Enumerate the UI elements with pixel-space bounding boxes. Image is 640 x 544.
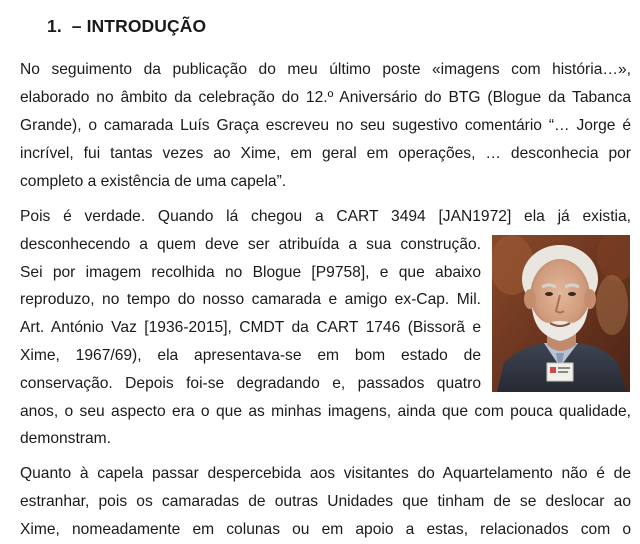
paragraph-1-line-3: Grande), o camarada Luís Graça escreveu no seu sugestivo comentário “… Jorge é	[20, 117, 631, 134]
paragraph-2-line-2: desconhecendo a quem deve ser atribuída a sua construção.	[20, 236, 481, 253]
paragraph-3-line-2: estranhar, pois os camaradas de outras Unidades que tinham de se deslocar ao	[20, 493, 631, 510]
section-title: – INTRODUÇÃO	[71, 16, 207, 36]
paragraph-2-line-6: Xime, 1967/69), ela apresentava-se em bom estado de	[20, 347, 481, 364]
paragraph-2-line-8: anos, o seu aspecto era o que as minhas imagens, ainda que com pouca qualidade,	[20, 403, 631, 420]
paragraph-3-line-1: Quanto à capela passar despercebida aos visitantes do Aquartelamento não é de	[20, 465, 631, 482]
paragraph-2-line-4: reproduzo, no tempo do nosso camarada e amigo ex-Cap. Mil.	[20, 291, 481, 308]
paragraph-1-line-2: elaborado no âmbito da celebração do 12.º Aniversário do BTG (Blogue da Tabanca	[20, 89, 631, 106]
paragraph-2-line-3: Sei por imagem recolhida no Blogue [P9758], e que abaixo	[20, 264, 481, 281]
paragraph-1-line-5: completo a existência de uma capela”.	[20, 173, 287, 190]
section-number: 1.	[47, 16, 62, 36]
paragraph-3-line-3: Xime, nomeadamente em colunas ou em apoio a estas, relacionados com o	[20, 521, 631, 538]
section-heading	[47, 16, 206, 37]
paragraph-2-line-1: Pois é verdade. Quando lá chegou a CART 3494 [JAN1972] ela já existia,	[20, 208, 631, 225]
paragraph-2-line-7: conservação. Depois foi-se degradando e, passados quatro	[20, 375, 481, 392]
paragraph-1-line-4: incrível, fui tantas vezes ao Xime, em geral em operações, … desconhecia por	[20, 145, 631, 162]
portrait-photo	[492, 235, 630, 392]
paragraph-1-line-1: No seguimento da publicação do meu último poste «imagens com história…»,	[20, 61, 631, 78]
paragraph-2-line-9: demonstram.	[20, 430, 111, 447]
paragraph-2-line-5: Art. António Vaz [1936-2015], CMDT da CART 1746 (Bissorã e	[20, 319, 481, 336]
portrait-photo-image	[492, 235, 630, 392]
